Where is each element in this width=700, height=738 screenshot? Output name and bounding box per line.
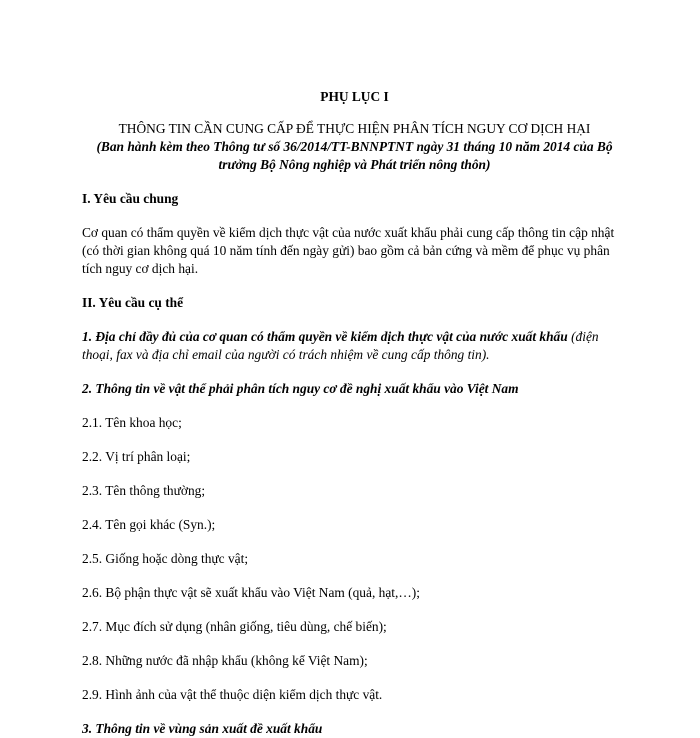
item-1-heading: 1. Địa chỉ đầy đủ của cơ quan có thẩm quyền về kiểm dịch thực vật của nước xuất khẩu <box>82 329 568 344</box>
item-1-note: (điện thoại, fax và địa chỉ email của người có trách nhiệm về cung cấp thông tin). <box>82 329 599 362</box>
item-2-heading: 2. Thông tin về vật thể phải phân tích nguy cơ đề nghị xuất khẩu vào Việt Nam <box>82 381 519 396</box>
list-item: 2.4. Tên gọi khác (Syn.); <box>82 517 216 532</box>
item-3-heading: 3. Thông tin về vùng sản xuất đề xuất khẩu <box>82 721 323 736</box>
document-subtitle: THÔNG TIN CẦN CUNG CẤP ĐỂ THỰC HIỆN PHÂN TÍCH NGUY CƠ DỊCH HẠI <box>118 121 591 136</box>
list-item: 2.6. Bộ phận thực vật sẽ xuất khẩu vào Việt Nam (quả, hạt,…); <box>82 585 420 600</box>
list-item: 2.5. Giống hoặc dòng thực vật; <box>82 551 249 566</box>
item-1 <box>82 328 627 364</box>
list-item: 2.2. Vị trí phân loại; <box>82 449 191 464</box>
list-item: 2.9. Hình ảnh của vật thể thuộc diện kiểm dịch thực vật. <box>82 687 383 702</box>
section-specific-heading: II. Yêu cầu cụ thể <box>82 295 184 310</box>
list-item: 2.1. Tên khoa học; <box>82 415 182 430</box>
document-body <box>82 88 627 738</box>
document-title: PHỤ LỤC I <box>320 89 389 104</box>
section-general-paragraph: Cơ quan có thẩm quyền về kiểm dịch thực vật của nước xuất khẩu phải cung cấp thông tin cập nhật (có thời gian không quá 10 năm tính đến ngày gửi) bao gồm cả bản cứng và mềm để phục vụ phân tích nguy cơ dịch hại. <box>82 225 615 276</box>
issued-note: (Ban hành kèm theo Thông tư số 36/2014/TT-BNNPTNT ngày 31 tháng 10 năm 2014 của Bộ trưởng Bộ Nông nghiệp và Phát triển nông thôn) <box>96 139 613 172</box>
list-item: 2.3. Tên thông thường; <box>82 483 206 498</box>
list-item: 2.8. Những nước đã nhập khẩu (không kể Việt Nam); <box>82 653 368 668</box>
list-item: 2.7. Mục đích sử dụng (nhân giống, tiêu dùng, chế biến); <box>82 619 387 634</box>
section-general-heading: I. Yêu cầu chung <box>82 191 179 206</box>
